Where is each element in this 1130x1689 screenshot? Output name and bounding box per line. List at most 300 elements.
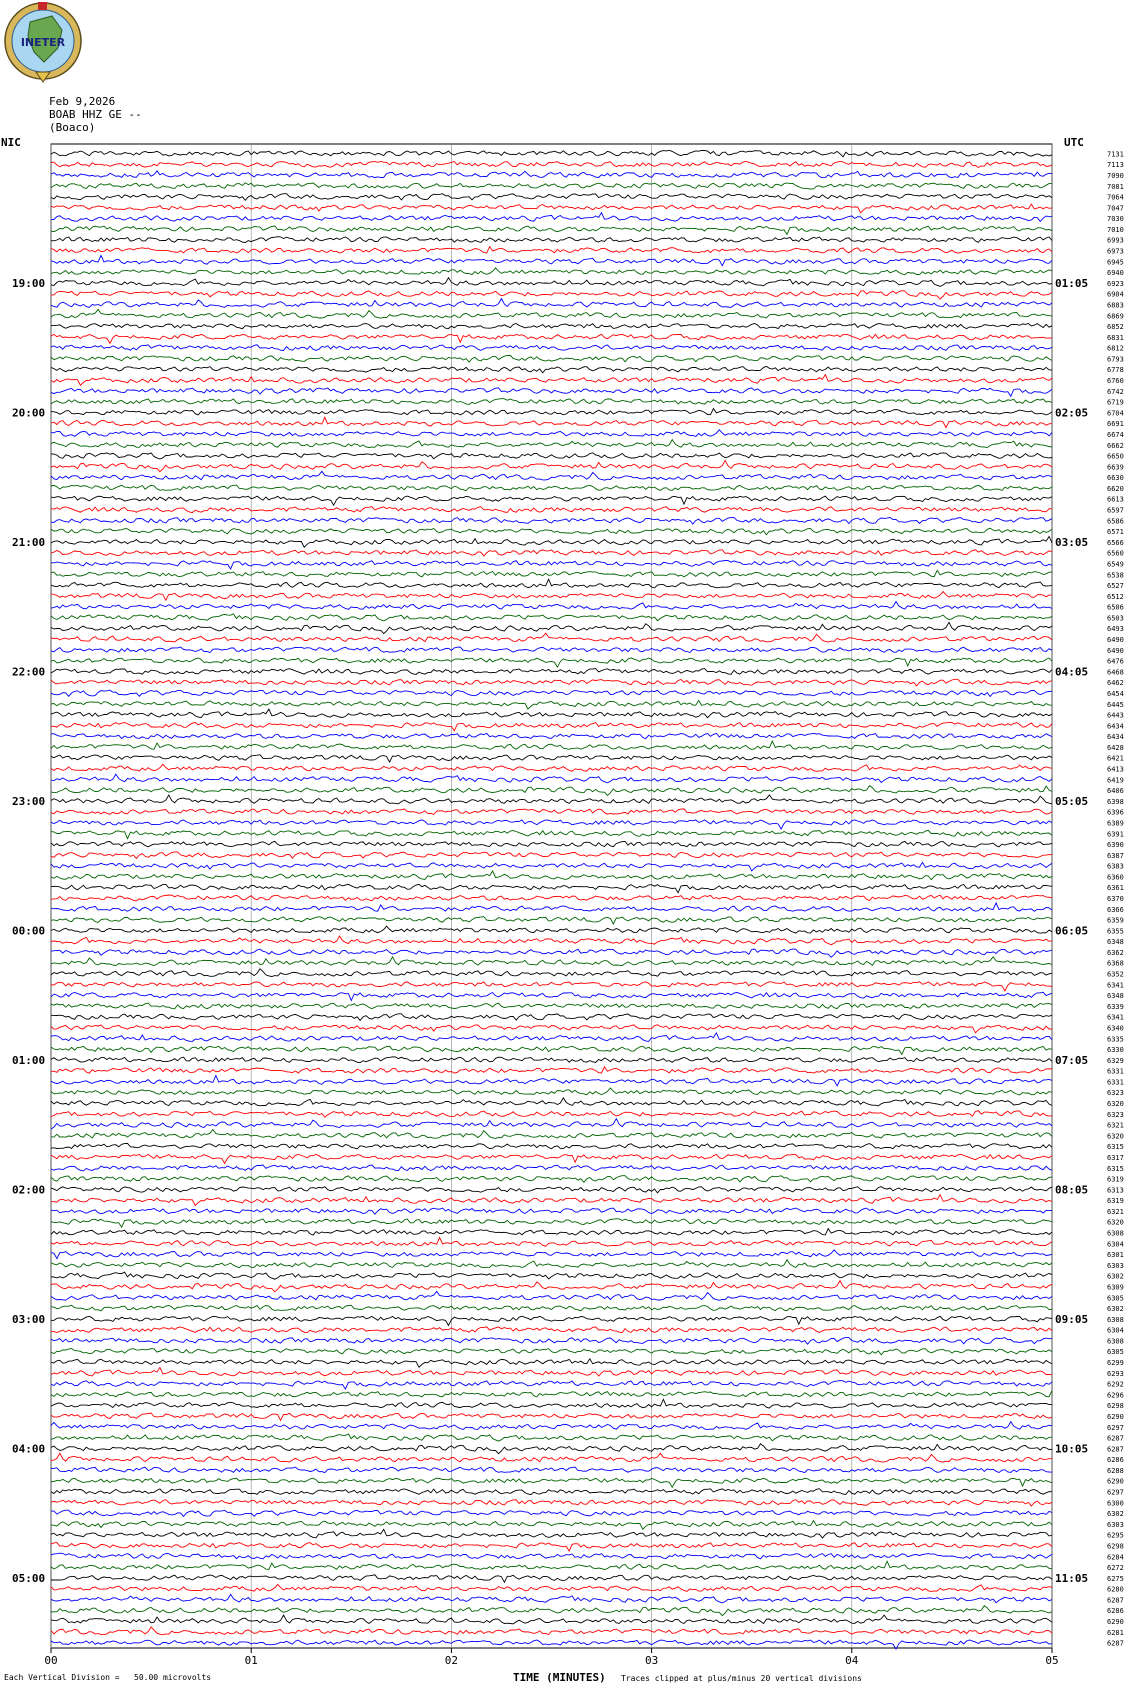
seismic-trace bbox=[51, 592, 1052, 601]
trace-value-label: 6315 bbox=[1107, 1164, 1124, 1173]
seismic-trace bbox=[51, 1510, 1052, 1516]
seismic-trace bbox=[51, 936, 1052, 945]
trace-value-label: 6973 bbox=[1107, 247, 1124, 256]
seismic-trace bbox=[51, 204, 1052, 213]
seismic-trace bbox=[51, 1444, 1052, 1454]
trace-value-label: 6295 bbox=[1107, 1531, 1124, 1540]
trace-value-label: 6760 bbox=[1107, 377, 1124, 386]
seismic-trace bbox=[51, 299, 1052, 308]
left-hour-label: 05:00 bbox=[12, 1571, 46, 1585]
trace-value-label: 6538 bbox=[1107, 571, 1124, 580]
seismic-trace bbox=[51, 1391, 1052, 1398]
seismic-trace bbox=[51, 884, 1052, 892]
trace-value-label: 6340 bbox=[1107, 1024, 1124, 1033]
seismic-trace bbox=[51, 917, 1052, 924]
trace-value-label: 6302 bbox=[1107, 1510, 1124, 1519]
seismic-trace bbox=[51, 741, 1052, 750]
seismic-trace bbox=[51, 774, 1052, 783]
trace-value-label: 6299 bbox=[1107, 1359, 1124, 1368]
seismic-trace bbox=[51, 1098, 1052, 1106]
seismic-trace bbox=[51, 1003, 1052, 1009]
seismic-trace bbox=[51, 1229, 1052, 1236]
seismic-trace bbox=[51, 356, 1052, 363]
seismic-trace bbox=[51, 1272, 1052, 1279]
trace-value-label: 6549 bbox=[1107, 560, 1124, 569]
trace-value-label: 6406 bbox=[1107, 787, 1124, 796]
trace-value-label: 6304 bbox=[1107, 1326, 1124, 1335]
left-hour-label: 02:00 bbox=[12, 1183, 46, 1197]
seismic-trace bbox=[51, 1238, 1052, 1247]
trace-value-label: 6398 bbox=[1107, 797, 1124, 806]
trace-value-label: 6297 bbox=[1107, 1488, 1124, 1497]
trace-value-label: 6330 bbox=[1107, 1046, 1124, 1055]
right-hour-label: 09:05 bbox=[1055, 1312, 1089, 1326]
seismic-trace bbox=[51, 1338, 1052, 1345]
trace-value-label: 6317 bbox=[1107, 1153, 1124, 1162]
left-hour-label: 23:00 bbox=[12, 794, 46, 808]
seismic-trace bbox=[51, 309, 1052, 318]
trace-value-label: 6286 bbox=[1107, 1456, 1124, 1465]
trace-value-label: 6315 bbox=[1107, 1143, 1124, 1152]
left-hour-label: 03:00 bbox=[12, 1312, 46, 1326]
seismic-trace bbox=[51, 537, 1052, 548]
right-hour-label: 11:05 bbox=[1055, 1571, 1089, 1585]
seismic-trace bbox=[51, 226, 1052, 234]
trace-value-label: 6490 bbox=[1107, 646, 1124, 655]
seismic-trace bbox=[51, 669, 1052, 675]
trace-value-label: 7030 bbox=[1107, 215, 1124, 224]
trace-value-label: 6323 bbox=[1107, 1089, 1124, 1098]
trace-value-label: 6275 bbox=[1107, 1574, 1124, 1583]
x-tick-label: 02 bbox=[444, 1654, 459, 1667]
trace-value-label: 6320 bbox=[1107, 1218, 1124, 1227]
seismic-trace bbox=[51, 830, 1052, 838]
seismic-trace bbox=[51, 852, 1052, 859]
trace-value-label: 6308 bbox=[1107, 1315, 1124, 1324]
trace-value-label: 6341 bbox=[1107, 1013, 1124, 1022]
left-hour-label: 01:00 bbox=[12, 1053, 46, 1067]
seismic-trace bbox=[51, 1489, 1052, 1495]
seismic-trace bbox=[51, 679, 1052, 686]
seismic-trace bbox=[51, 1521, 1052, 1530]
seismic-trace bbox=[51, 1467, 1052, 1473]
trace-value-label: 6476 bbox=[1107, 657, 1124, 666]
trace-value-label: 6360 bbox=[1107, 873, 1124, 882]
trace-value-label: 6321 bbox=[1107, 1207, 1124, 1216]
trace-value-label: 6323 bbox=[1107, 1110, 1124, 1119]
seismic-trace bbox=[51, 755, 1052, 762]
seismic-trace bbox=[51, 786, 1052, 796]
seismic-trace bbox=[51, 969, 1052, 977]
seismic-trace bbox=[51, 709, 1052, 718]
trace-value-label: 6339 bbox=[1107, 1002, 1124, 1011]
seismic-trace bbox=[51, 1176, 1052, 1183]
seismic-trace bbox=[51, 213, 1052, 222]
trace-value-label: 6560 bbox=[1107, 549, 1124, 558]
seismic-trace bbox=[51, 1349, 1052, 1355]
seismic-trace bbox=[51, 550, 1052, 556]
seismic-trace bbox=[51, 247, 1052, 253]
trace-value-label: 6571 bbox=[1107, 528, 1124, 537]
seismic-trace bbox=[51, 560, 1052, 569]
trace-value-label: 6302 bbox=[1107, 1272, 1124, 1281]
trace-value-label: 6396 bbox=[1107, 808, 1124, 817]
seismic-trace bbox=[51, 602, 1052, 610]
trace-value-label: 6287 bbox=[1107, 1596, 1124, 1605]
seismic-trace bbox=[51, 409, 1052, 415]
trace-value-label: 6368 bbox=[1107, 959, 1124, 968]
trace-value-label: 6512 bbox=[1107, 592, 1124, 601]
trace-value-label: 6434 bbox=[1107, 733, 1124, 742]
x-tick-label: 05 bbox=[1045, 1654, 1059, 1667]
trace-value-label: 7064 bbox=[1107, 193, 1124, 202]
seismic-trace bbox=[51, 658, 1052, 667]
seismic-trace bbox=[51, 1195, 1052, 1206]
seismic-trace bbox=[51, 496, 1052, 505]
seismic-trace bbox=[51, 150, 1052, 157]
seismic-trace bbox=[51, 647, 1052, 653]
trace-value-label: 6383 bbox=[1107, 862, 1124, 871]
trace-value-label: 6443 bbox=[1107, 711, 1124, 720]
station-code: BOAB HHZ GE -- bbox=[49, 108, 142, 121]
x-tick-label: 04 bbox=[845, 1654, 859, 1667]
logo-text: INETER bbox=[20, 36, 66, 49]
trace-value-label: 6359 bbox=[1107, 916, 1124, 925]
seismic-trace bbox=[51, 1316, 1052, 1325]
seismic-trace bbox=[51, 1553, 1052, 1559]
trace-value-label: 6391 bbox=[1107, 830, 1124, 839]
trace-value-label: 6348 bbox=[1107, 992, 1124, 1001]
seismic-trace bbox=[51, 1111, 1052, 1117]
seismic-trace bbox=[51, 1327, 1052, 1333]
trace-value-label: 6280 bbox=[1107, 1585, 1124, 1594]
right-timezone-label: UTC bbox=[1064, 136, 1084, 149]
seismic-trace bbox=[51, 1250, 1052, 1259]
trace-value-label: 6468 bbox=[1107, 668, 1124, 677]
x-axis-title: TIME (MINUTES) bbox=[513, 1671, 606, 1684]
seismic-trace bbox=[51, 1025, 1052, 1033]
right-hour-label: 01:05 bbox=[1055, 276, 1089, 290]
seismic-trace bbox=[51, 1067, 1052, 1073]
plot-frame bbox=[51, 144, 1052, 1648]
seismic-trace bbox=[51, 871, 1052, 880]
seismic-trace bbox=[51, 171, 1052, 178]
seismic-trace bbox=[51, 1453, 1052, 1462]
seismic-trace bbox=[51, 1422, 1052, 1430]
seismic-trace bbox=[51, 895, 1052, 901]
seismic-trace bbox=[51, 1014, 1052, 1021]
left-hour-label: 19:00 bbox=[12, 276, 46, 290]
seismic-trace bbox=[51, 841, 1052, 847]
trace-value-label: 6355 bbox=[1107, 927, 1124, 936]
trace-value-label: 6389 bbox=[1107, 819, 1124, 828]
trace-value-label: 6302 bbox=[1107, 1305, 1124, 1314]
trace-value-label: 6793 bbox=[1107, 355, 1124, 364]
seismic-trace bbox=[51, 528, 1052, 534]
trace-value-label: 6331 bbox=[1107, 1078, 1124, 1087]
right-hour-label: 03:05 bbox=[1055, 535, 1089, 549]
seismic-trace bbox=[51, 1413, 1052, 1420]
trace-value-label: 6370 bbox=[1107, 895, 1124, 903]
trace-value-label: 6352 bbox=[1107, 970, 1124, 979]
trace-value-label: 7081 bbox=[1107, 182, 1124, 191]
trace-value-label: 6331 bbox=[1107, 1067, 1124, 1076]
seismic-trace bbox=[51, 453, 1052, 459]
seismic-trace bbox=[51, 733, 1052, 738]
trace-value-label: 6281 bbox=[1107, 1628, 1124, 1637]
seismic-trace bbox=[51, 820, 1052, 829]
x-tick-label: 01 bbox=[244, 1654, 258, 1667]
seismic-trace bbox=[51, 1367, 1052, 1376]
trace-value-label: 6445 bbox=[1107, 700, 1124, 709]
x-tick-label: 00 bbox=[44, 1654, 58, 1667]
trace-value-label: 6630 bbox=[1107, 474, 1124, 483]
seismic-trace bbox=[51, 517, 1052, 524]
trace-value-label: 6662 bbox=[1107, 441, 1124, 450]
trace-value-label: 6503 bbox=[1107, 614, 1124, 623]
trace-value-label: 6778 bbox=[1107, 366, 1124, 375]
trace-value-label: 6883 bbox=[1107, 301, 1124, 310]
trace-value-label: 6742 bbox=[1107, 387, 1124, 396]
seismic-trace bbox=[51, 1088, 1052, 1095]
chart-date: Feb 9,2026 bbox=[49, 95, 116, 108]
trace-value-label: 6321 bbox=[1107, 1121, 1124, 1130]
trace-value-label: 6419 bbox=[1107, 776, 1124, 785]
right-hour-label: 06:05 bbox=[1055, 924, 1089, 938]
trace-value-label: 6454 bbox=[1107, 689, 1124, 698]
trace-value-label: 6290 bbox=[1107, 1618, 1124, 1627]
trace-value-label: 6298 bbox=[1107, 1402, 1124, 1411]
seismic-trace bbox=[51, 622, 1052, 633]
trace-value-label: 6620 bbox=[1107, 484, 1124, 493]
trace-value-label: 6852 bbox=[1107, 323, 1124, 332]
trace-value-label: 6290 bbox=[1107, 1477, 1124, 1486]
seismic-trace bbox=[51, 1399, 1052, 1408]
trace-value-label: 6287 bbox=[1107, 1434, 1124, 1443]
trace-value-label: 6296 bbox=[1107, 1391, 1124, 1400]
trace-value-label: 6287 bbox=[1107, 1639, 1124, 1648]
trace-value-label: 6300 bbox=[1107, 1499, 1124, 1508]
seismic-trace bbox=[51, 1143, 1052, 1149]
seismic-trace bbox=[51, 1046, 1052, 1054]
trace-value-label: 6869 bbox=[1107, 312, 1124, 321]
trace-value-label: 6691 bbox=[1107, 420, 1124, 429]
seismic-trace bbox=[51, 366, 1052, 372]
seismic-trace bbox=[51, 957, 1052, 966]
right-hour-label: 10:05 bbox=[1055, 1442, 1089, 1456]
trace-value-label: 6597 bbox=[1107, 506, 1124, 515]
seismic-trace bbox=[51, 1119, 1052, 1130]
trace-value-label: 6303 bbox=[1107, 1520, 1124, 1529]
right-hour-label: 02:05 bbox=[1055, 406, 1089, 420]
seismic-trace bbox=[51, 614, 1052, 621]
trace-value-label: 6298 bbox=[1107, 1542, 1124, 1551]
trace-value-label: 6303 bbox=[1107, 1261, 1124, 1270]
trace-value-label: 6613 bbox=[1107, 495, 1124, 504]
seismic-trace bbox=[51, 237, 1052, 243]
seismic-trace bbox=[51, 417, 1052, 427]
left-hour-label: 21:00 bbox=[12, 535, 46, 549]
trace-value-label: 6674 bbox=[1107, 430, 1124, 439]
seismic-trace bbox=[51, 1381, 1052, 1390]
seismic-trace bbox=[51, 278, 1052, 287]
trace-value-label: 6286 bbox=[1107, 1607, 1124, 1616]
seismic-trace bbox=[51, 324, 1052, 329]
seismic-trace bbox=[51, 1291, 1052, 1300]
x-tick-label: 03 bbox=[644, 1654, 659, 1667]
seismic-trace bbox=[51, 992, 1052, 1000]
seismic-trace bbox=[51, 334, 1052, 343]
right-hour-label: 04:05 bbox=[1055, 665, 1089, 679]
trace-value-label: 6945 bbox=[1107, 258, 1124, 267]
seismic-trace bbox=[51, 1057, 1052, 1063]
scale-note: Each Vertical Division = 50.00 microvolts bbox=[4, 1673, 212, 1682]
trace-value-label: 6308 bbox=[1107, 1229, 1124, 1238]
seismic-trace bbox=[51, 1529, 1052, 1538]
trace-value-label: 6812 bbox=[1107, 344, 1124, 353]
seismic-trace bbox=[51, 485, 1052, 491]
trace-value-label: 6462 bbox=[1107, 679, 1124, 688]
seismic-trace bbox=[51, 268, 1052, 275]
seismic-trace bbox=[51, 507, 1052, 513]
left-hour-label: 20:00 bbox=[12, 406, 46, 420]
trace-value-label: 6290 bbox=[1107, 1412, 1124, 1421]
seismic-trace bbox=[51, 1154, 1052, 1163]
seismic-trace bbox=[51, 471, 1052, 480]
seismic-trace bbox=[51, 982, 1052, 991]
right-hour-label: 08:05 bbox=[1055, 1183, 1089, 1197]
seismic-trace bbox=[51, 1543, 1052, 1551]
seismic-trace bbox=[51, 1076, 1052, 1086]
seismic-trace bbox=[51, 440, 1052, 448]
seismic-trace bbox=[51, 1260, 1052, 1268]
trace-value-label: 6362 bbox=[1107, 948, 1124, 957]
trace-value-label: 6704 bbox=[1107, 409, 1124, 418]
trace-value-label: 6366 bbox=[1107, 905, 1124, 914]
seismic-trace bbox=[51, 1305, 1052, 1311]
trace-value-label: 6428 bbox=[1107, 743, 1124, 752]
trace-value-label: 6288 bbox=[1107, 1466, 1124, 1475]
trace-value-label: 7113 bbox=[1107, 161, 1124, 170]
trace-value-label: 6292 bbox=[1107, 1380, 1124, 1389]
seismic-trace bbox=[51, 949, 1052, 957]
trace-value-label: 6313 bbox=[1107, 1186, 1124, 1195]
seismic-trace bbox=[51, 1478, 1052, 1487]
seismic-trace bbox=[51, 1434, 1052, 1441]
seismic-trace bbox=[51, 1561, 1052, 1570]
trace-value-label: 6506 bbox=[1107, 603, 1124, 612]
trace-value-label: 6341 bbox=[1107, 981, 1124, 990]
seismic-trace bbox=[51, 388, 1052, 396]
seismic-trace bbox=[51, 701, 1052, 710]
left-timezone-label: NIC bbox=[1, 136, 21, 149]
seismic-trace bbox=[51, 1575, 1052, 1583]
seismic-trace bbox=[51, 1281, 1052, 1292]
seismic-trace bbox=[51, 1130, 1052, 1139]
trace-value-label: 6361 bbox=[1107, 884, 1124, 893]
trace-value-label: 7010 bbox=[1107, 225, 1124, 234]
trace-value-label: 6320 bbox=[1107, 1100, 1124, 1109]
trace-value-label: 6923 bbox=[1107, 279, 1124, 288]
seismic-trace bbox=[51, 1165, 1052, 1171]
trace-value-label: 6319 bbox=[1107, 1175, 1124, 1184]
trace-value-label: 6566 bbox=[1107, 538, 1124, 547]
trace-value-label: 6348 bbox=[1107, 938, 1124, 947]
seismic-trace bbox=[51, 460, 1052, 471]
seismic-trace bbox=[51, 430, 1052, 437]
trace-value-label: 6301 bbox=[1107, 1251, 1124, 1260]
seismic-trace bbox=[51, 764, 1052, 771]
seismic-trace bbox=[51, 194, 1052, 201]
station-location: (Boaco) bbox=[49, 121, 96, 134]
seismic-trace bbox=[51, 579, 1052, 588]
trace-value-label: 6421 bbox=[1107, 754, 1124, 763]
seismic-trace bbox=[51, 1219, 1052, 1228]
trace-value-label: 6831 bbox=[1107, 333, 1124, 342]
trace-value-label: 6639 bbox=[1107, 463, 1124, 472]
trace-value-label: 6297 bbox=[1107, 1423, 1124, 1432]
trace-value-label: 6650 bbox=[1107, 452, 1124, 461]
trace-value-label: 7047 bbox=[1107, 204, 1124, 213]
seismic-trace bbox=[51, 1615, 1052, 1624]
seismic-trace bbox=[51, 809, 1052, 815]
seismic-trace bbox=[51, 291, 1052, 299]
trace-value-label: 7090 bbox=[1107, 171, 1124, 180]
trace-value-label: 6304 bbox=[1107, 1240, 1124, 1249]
seismic-trace bbox=[51, 1033, 1052, 1042]
clip-note: Traces clipped at plus/minus 20 vertical divisions bbox=[621, 1674, 862, 1683]
right-hour-label: 07:05 bbox=[1055, 1053, 1089, 1067]
trace-value-label: 6586 bbox=[1107, 517, 1124, 526]
seismic-trace bbox=[51, 795, 1052, 804]
seismic-trace bbox=[51, 722, 1052, 731]
seismic-trace bbox=[51, 1359, 1052, 1368]
seismic-trace bbox=[51, 1208, 1052, 1214]
seismic-trace bbox=[51, 903, 1052, 911]
seismic-trace bbox=[51, 862, 1052, 871]
seismic-trace bbox=[51, 570, 1052, 576]
trace-value-label: 6293 bbox=[1107, 1369, 1124, 1378]
trace-value-label: 6940 bbox=[1107, 269, 1124, 278]
seismic-trace bbox=[51, 1500, 1052, 1506]
trace-value-label: 6284 bbox=[1107, 1553, 1124, 1562]
seismic-trace bbox=[51, 183, 1052, 189]
trace-value-label: 6493 bbox=[1107, 625, 1124, 634]
trace-value-label: 6390 bbox=[1107, 841, 1124, 850]
seismic-trace bbox=[51, 161, 1052, 167]
trace-value-label: 6434 bbox=[1107, 722, 1124, 731]
trace-value-label: 6993 bbox=[1107, 236, 1124, 245]
seismic-trace bbox=[51, 926, 1052, 933]
trace-value-label: 6305 bbox=[1107, 1348, 1124, 1357]
left-hour-label: 00:00 bbox=[12, 924, 46, 938]
seismic-trace bbox=[51, 1187, 1052, 1193]
trace-value-label: 6272 bbox=[1107, 1564, 1124, 1573]
trace-value-label: 6719 bbox=[1107, 398, 1124, 407]
trace-value-label: 6490 bbox=[1107, 636, 1124, 645]
seismic-trace bbox=[51, 345, 1052, 351]
trace-value-label: 6319 bbox=[1107, 1197, 1124, 1206]
seismic-trace bbox=[51, 690, 1052, 696]
left-hour-label: 04:00 bbox=[12, 1442, 46, 1456]
seismic-trace bbox=[51, 399, 1052, 405]
seismic-trace bbox=[51, 1606, 1052, 1616]
trace-value-label: 6904 bbox=[1107, 290, 1124, 299]
seismic-trace bbox=[51, 1627, 1052, 1635]
trace-value-label: 6320 bbox=[1107, 1132, 1124, 1141]
seismic-trace bbox=[51, 1594, 1052, 1603]
trace-value-label: 6335 bbox=[1107, 1035, 1124, 1044]
